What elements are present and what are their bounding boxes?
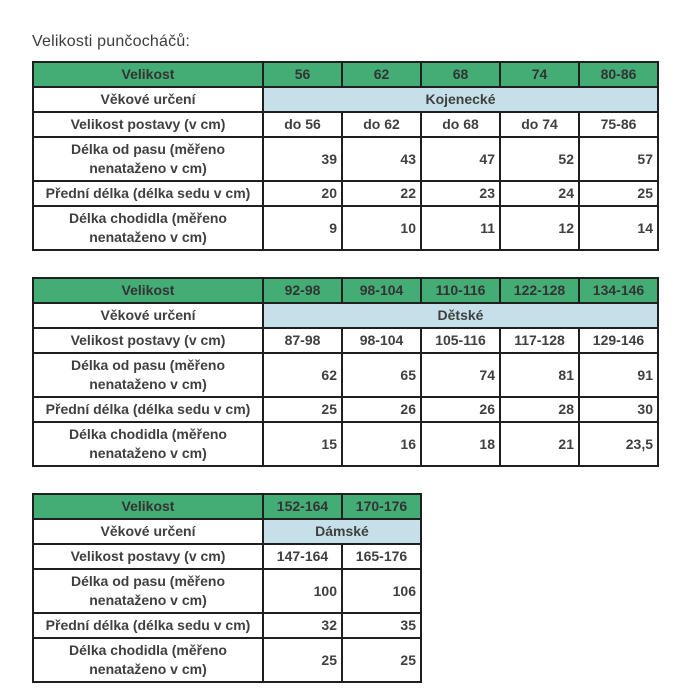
value-cell: 105-116 (421, 328, 500, 353)
table-row (33, 519, 421, 544)
row-label-cell: Přední délka (délka sedu v cm) (33, 181, 263, 206)
value-cell: 129-146 (579, 328, 658, 353)
value-cell: 117-128 (500, 328, 579, 353)
value-cell: 22 (342, 181, 421, 206)
table-row (33, 544, 421, 569)
value-cell: 74 (421, 353, 500, 397)
value-cell: do 68 (421, 112, 500, 137)
table-row (33, 181, 658, 206)
value-cell: 16 (342, 422, 421, 466)
table-row (33, 87, 658, 112)
value-cell: 24 (500, 181, 579, 206)
age-value-cell: Kojenecké (263, 87, 658, 112)
value-cell: 75-86 (579, 112, 658, 137)
value-cell: 15 (263, 422, 342, 466)
size-value-cell: 56 (263, 62, 342, 87)
row-label-cell: Velikost postavy (v cm) (33, 328, 263, 353)
size-value-cell: 110-116 (421, 278, 500, 303)
tables-container (32, 61, 689, 683)
value-cell: 57 (579, 137, 658, 181)
value-cell: 26 (342, 397, 421, 422)
value-cell: 23 (421, 181, 500, 206)
value-cell: 25 (263, 397, 342, 422)
table-row (33, 569, 421, 613)
value-cell: 65 (342, 353, 421, 397)
value-cell: 28 (500, 397, 579, 422)
table-row (33, 397, 658, 422)
size-table-detske (32, 277, 659, 467)
size-header-cell: Velikost (33, 494, 263, 519)
size-table-kojenecke (32, 61, 659, 251)
table-row (33, 353, 658, 397)
table-row (33, 62, 658, 87)
table-row (33, 303, 658, 328)
value-cell: 100 (263, 569, 342, 613)
value-cell: do 56 (263, 112, 342, 137)
table-row (33, 112, 658, 137)
row-label-cell: Přední délka (délka sedu v cm) (33, 613, 263, 638)
table-row (33, 278, 658, 303)
row-label-cell: Velikost postavy (v cm) (33, 112, 263, 137)
row-label-cell: Velikost postavy (v cm) (33, 544, 263, 569)
value-cell: 39 (263, 137, 342, 181)
size-value-cell: 170-176 (342, 494, 421, 519)
table-row (33, 422, 658, 466)
value-cell: 12 (500, 206, 579, 250)
size-value-cell: 98-104 (342, 278, 421, 303)
size-value-cell: 74 (500, 62, 579, 87)
age-label-cell: Věkové určení (33, 303, 263, 328)
age-value-cell: Dětské (263, 303, 658, 328)
value-cell: 30 (579, 397, 658, 422)
table-row (33, 137, 658, 181)
value-cell: 62 (263, 353, 342, 397)
age-value-cell: Dámské (263, 519, 421, 544)
value-cell: 26 (421, 397, 500, 422)
size-value-cell: 68 (421, 62, 500, 87)
page-title: Velikosti punčocháčů: (32, 33, 191, 50)
value-cell: 25 (342, 638, 421, 682)
value-cell: 20 (263, 181, 342, 206)
value-cell: 25 (579, 181, 658, 206)
value-cell: 87-98 (263, 328, 342, 353)
age-label-cell: Věkové určení (33, 87, 263, 112)
value-cell: 21 (500, 422, 579, 466)
table-row (33, 206, 658, 250)
size-value-cell: 92-98 (263, 278, 342, 303)
table-row (33, 494, 421, 519)
value-cell: 32 (263, 613, 342, 638)
row-label-cell: Délka od pasu (měřeno nenataženo v cm) (33, 137, 263, 181)
table-row (33, 638, 421, 682)
row-label-cell: Délka chodidla (měřeno nenataženo v cm) (33, 422, 263, 466)
size-header-cell: Velikost (33, 62, 263, 87)
table-row (33, 328, 658, 353)
value-cell: 9 (263, 206, 342, 250)
value-cell: 91 (579, 353, 658, 397)
size-value-cell: 122-128 (500, 278, 579, 303)
row-label-cell: Přední délka (délka sedu v cm) (33, 397, 263, 422)
value-cell: 147-164 (263, 544, 342, 569)
size-value-cell: 134-146 (579, 278, 658, 303)
value-cell: 165-176 (342, 544, 421, 569)
value-cell: 11 (421, 206, 500, 250)
value-cell: 81 (500, 353, 579, 397)
size-table-damske (32, 493, 422, 683)
value-cell: 25 (263, 638, 342, 682)
value-cell: 35 (342, 613, 421, 638)
value-cell: 52 (500, 137, 579, 181)
table-row (33, 613, 421, 638)
row-label-cell: Délka chodidla (měřeno nenataženo v cm) (33, 638, 263, 682)
size-value-cell: 62 (342, 62, 421, 87)
size-value-cell: 152-164 (263, 494, 342, 519)
size-value-cell: 80-86 (579, 62, 658, 87)
value-cell: 98-104 (342, 328, 421, 353)
row-label-cell: Délka od pasu (měřeno nenataženo v cm) (33, 569, 263, 613)
age-label-cell: Věkové určení (33, 519, 263, 544)
value-cell: 14 (579, 206, 658, 250)
row-label-cell: Délka od pasu (měřeno nenataženo v cm) (33, 353, 263, 397)
value-cell: 18 (421, 422, 500, 466)
size-header-cell: Velikost (33, 278, 263, 303)
value-cell: 47 (421, 137, 500, 181)
value-cell: 10 (342, 206, 421, 250)
value-cell: 23,5 (579, 422, 658, 466)
value-cell: 43 (342, 137, 421, 181)
value-cell: 106 (342, 569, 421, 613)
row-label-cell: Délka chodidla (měřeno nenataženo v cm) (33, 206, 263, 250)
value-cell: do 62 (342, 112, 421, 137)
value-cell: do 74 (500, 112, 579, 137)
